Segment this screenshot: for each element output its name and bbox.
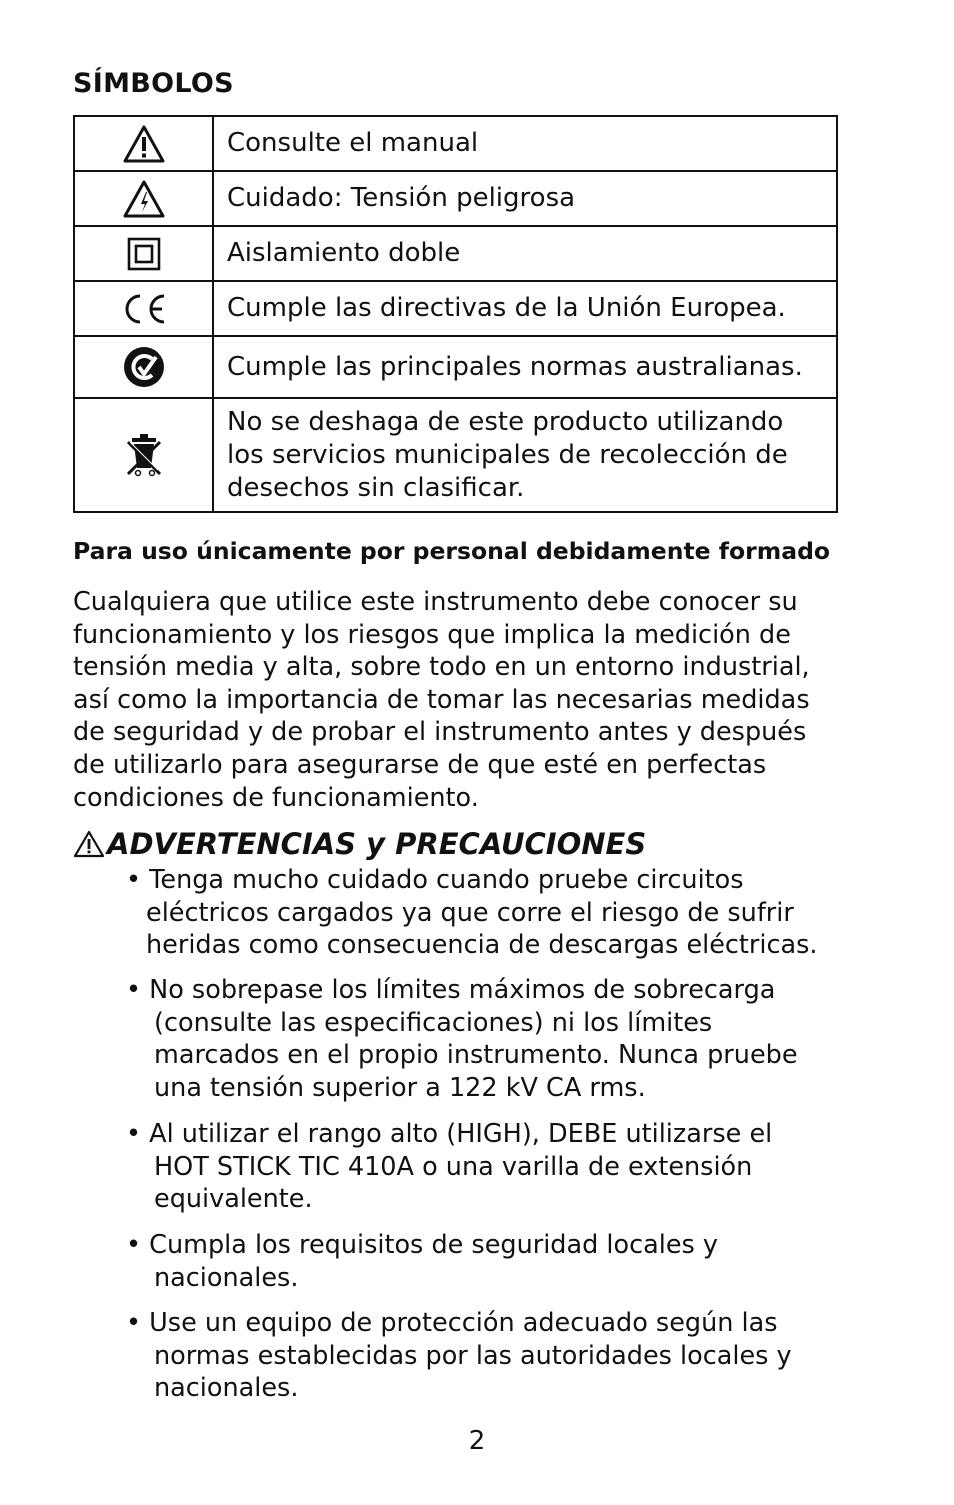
bullet-text [126,1229,846,1294]
description-line: los servicios municipales de recolección de [227,439,788,470]
symbol-cell [74,336,213,398]
symbol-row [74,281,837,336]
paragraph-line: de utilizarlo para asegurarse de que esté en perfectas [73,749,767,780]
paragraph-line: Cualquiera que utilice este instrumento debe conocer su [73,587,798,617]
symbol-description: Consulte el manual [213,116,837,171]
symbol-cell [74,226,213,281]
bullet-text [126,1118,846,1216]
bullet-line: equivalente. [154,1184,313,1215]
symbol-description: Cumple las principales normas australianas. [213,336,837,398]
paragraph-line: de seguridad y de probar el instrumento antes y después [73,717,807,748]
double-insulation-icon [127,237,161,271]
warnings-title-text: ADVERTENCIAS y PRECAUCIONES [107,827,647,861]
symbol-cell [74,116,213,171]
symbols-table [73,115,838,513]
c-tick-icon [122,345,166,389]
bullet-line: normas establecidas por las autoridades locales y [154,1340,792,1371]
symbol-description: Cuidado: Tensión peligrosa [213,171,837,226]
warning-triangle-icon [122,124,166,164]
symbol-row [74,336,837,398]
warnings-title [73,827,646,861]
training-heading: Para uso únicamente por personal debidamente formado [73,537,831,565]
paragraph-line: condiciones de funcionamiento. [73,782,479,813]
training-paragraph [73,586,848,814]
bullet-line: HOT STICK TIC 410A o una varilla de extensión [154,1151,753,1182]
bullet-line: • Tenga mucho cuidado cuando pruebe circuitos [126,865,744,895]
bullet-line: marcados en el propio instrumento. Nunca pruebe [154,1040,798,1071]
paragraph-line: así como la importancia de tomar las necesarias medidas [73,684,810,715]
warning-item [126,1307,846,1405]
symbol-cell [74,281,213,336]
warning-triangle-icon [73,830,105,858]
bullet-line: nacionales. [154,1262,299,1293]
warning-item [126,974,846,1104]
weee-bin-icon [126,432,162,478]
bullet-line: • Cumpla los requisitos de seguridad locales y [126,1230,719,1260]
bullet-line: una tensión superior a 122 kV CA rms. [154,1072,646,1103]
warning-item [126,864,846,962]
bullet-line: • Use un equipo de protección adecuado según las [126,1308,778,1338]
description-line: desechos sin clasificar. [227,472,525,503]
ce-mark-icon [120,292,168,326]
paragraph-line: tensión media y alta, sobre todo en un entorno industrial, [73,652,810,683]
bullet-line: eléctricos cargados ya que corre el riesgo de sufrir [146,897,794,928]
description-line: No se deshaga de este producto utilizando [227,406,784,437]
symbol-description: Cumple las directivas de la Unión Europea. [213,281,837,336]
symbol-description: Aislamiento doble [213,226,837,281]
bullet-line: heridas como consecuencia de descargas eléctricas. [146,930,818,961]
symbol-row [74,398,837,512]
paragraph-line: funcionamiento y los riesgos que implica la medición de [73,619,791,650]
symbol-row [74,226,837,281]
symbol-cell [74,398,213,512]
symbol-cell [74,171,213,226]
page-number: 2 [468,1426,486,1456]
bullet-text [126,864,846,962]
bullet-line: • No sobrepase los límites máximos de sobrecarga [126,975,776,1005]
bullet-line: • Al utilizar el rango alto (HIGH), DEBE utilizarse el [126,1119,773,1149]
bullet-line: nacionales. [154,1373,299,1404]
warning-item [126,1229,846,1294]
section-heading: SÍMBOLOS [73,68,234,99]
symbol-row [74,171,837,226]
symbol-row [74,116,837,171]
warning-item [126,1118,846,1216]
symbol-description [213,398,837,512]
bullet-line: (consulte las especificaciones) ni los límites [154,1007,713,1038]
bullet-text [126,974,846,1104]
high-voltage-icon [122,179,166,219]
bullet-text [126,1307,846,1405]
